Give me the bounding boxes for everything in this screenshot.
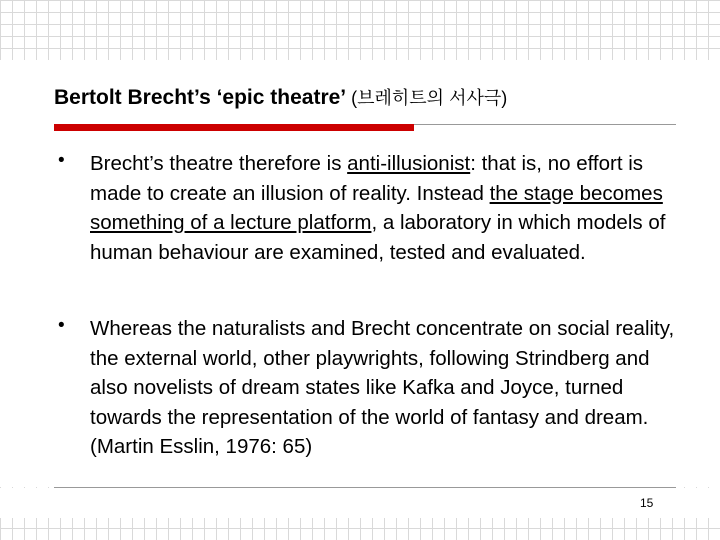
bullet-marker-1: • xyxy=(58,150,65,171)
underlined-lecture-platform: the stage becomes something of a lecture platform xyxy=(90,181,663,234)
bullet-marker-2: • xyxy=(58,315,65,336)
title-main: Bertolt Brecht’s ‘epic theatre’ xyxy=(54,86,347,109)
bullet-1-seg-3: : that is, no effort is made to create an illusion of reality. Instead xyxy=(90,152,644,205)
bullet-text-1 xyxy=(90,149,680,267)
underlined-anti-illusionist: anti-illusionist xyxy=(347,152,471,175)
slide-title xyxy=(54,84,507,110)
bullet-1-seg-1: Brecht’s theatre therefore is xyxy=(90,152,348,175)
footer-background xyxy=(0,488,720,518)
title-accent-bar xyxy=(54,124,414,131)
title-korean-subtitle: (브레히트의 서사극) xyxy=(346,88,508,108)
bullet-1-seg-5: , a laboratory in which models of human behaviour are examined, tested and evaluated. xyxy=(90,211,666,264)
page-number: 15 xyxy=(640,496,654,510)
bullet-text-2: Whereas the naturalists and Brecht concentrate on social reality, the external world, other playwrights, following Strindberg and also novelists of dream states like Kafka and Joyce, turned towards the representation of the world of fantasy and dream. (Martin Esslin, 1976: 65) xyxy=(90,317,675,458)
